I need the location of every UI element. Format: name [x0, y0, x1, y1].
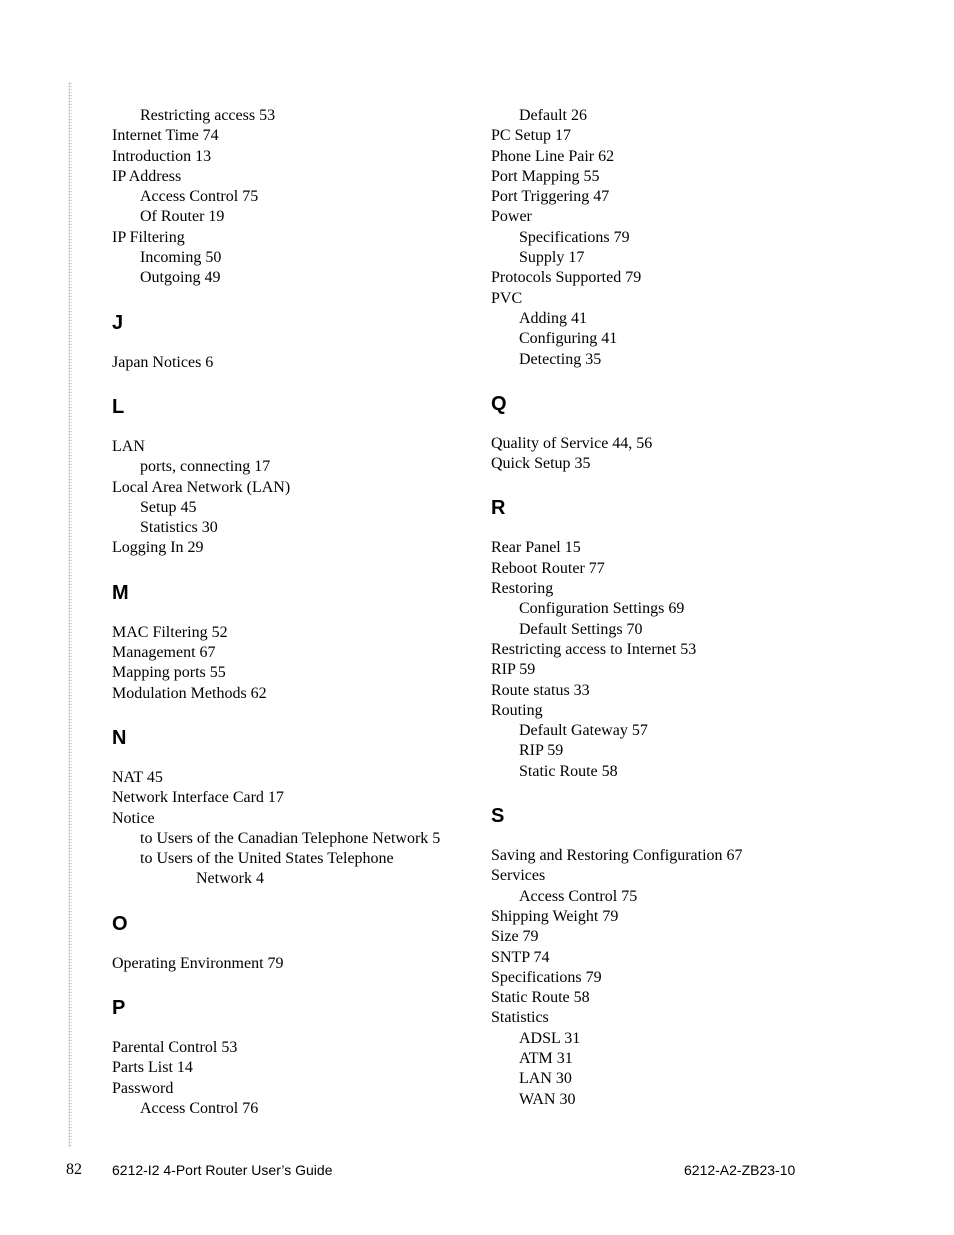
index-entry: RIP 59 [491, 661, 536, 679]
index-subentry: Setup 45 [140, 498, 197, 516]
index-entry: NAT 45 [112, 768, 163, 786]
index-subentry: to Users of the United States Telephone [140, 850, 394, 868]
index-letter-heading: N [112, 726, 127, 749]
index-subentry: Configuring 41 [519, 330, 618, 348]
index-entry: Phone Line Pair 62 [491, 147, 615, 165]
index-subentry: Default 26 [519, 107, 587, 124]
index-entry: IP Filtering [112, 228, 185, 246]
index-letter-heading: L [112, 395, 125, 418]
index-entry: IP Address [112, 167, 182, 185]
index-entry: Notice [112, 809, 155, 827]
index-entry: Shipping Weight 79 [491, 907, 619, 925]
index-entry: Restoring [491, 580, 554, 598]
index-entry: Internet Time 74 [112, 127, 219, 145]
index-entry: Introduction 13 [112, 147, 212, 165]
index-entry: Restricting access to Internet 53 [491, 640, 697, 658]
index-entry: Protocols Supported 79 [491, 269, 642, 287]
index-letter-heading: R [491, 497, 506, 520]
index-subentry: ATM 31 [519, 1049, 573, 1067]
footer-document-code: 6212-A2-ZB23-10 [684, 1162, 796, 1178]
index-entry: Operating Environment 79 [112, 954, 284, 972]
index-column-left [112, 106, 482, 1119]
index-entry: Specifications 79 [491, 968, 602, 986]
index-subentry: Supply 17 [519, 249, 585, 267]
index-subentry: Static Route 58 [519, 762, 618, 780]
index-entry: Password [112, 1079, 174, 1097]
index-entry: Services [491, 867, 546, 885]
index-subentry: Default Settings 70 [519, 620, 643, 638]
index-subentry: to Users of the Canadian Telephone Network 5 [140, 829, 441, 847]
index-letter-heading: J [112, 311, 124, 334]
index-entry: Port Mapping 55 [491, 167, 600, 185]
footer-guide-title: 6212-I2 4-Port Router User’s Guide [112, 1162, 333, 1178]
index-subentry: Specifications 79 [519, 228, 630, 246]
index-entry: Parental Control 53 [112, 1039, 238, 1057]
index-entry: Parts List 14 [112, 1059, 193, 1077]
index-subentry: RIP 59 [519, 742, 564, 760]
index-subentry: Access Control 75 [140, 188, 259, 206]
index-letter-heading: M [112, 581, 129, 604]
index-entry: Static Route 58 [491, 989, 590, 1007]
index-letter-heading: O [112, 912, 128, 935]
index-letter-heading: P [112, 997, 126, 1020]
index-entry: SNTP 74 [491, 948, 550, 966]
index-subentry: Outgoing 49 [140, 269, 221, 287]
index-subentry: Restricting access 53 [140, 107, 276, 124]
index-subentry: WAN 30 [519, 1090, 576, 1108]
index-entry: Power [491, 208, 532, 226]
index-subentry: ADSL 31 [519, 1029, 581, 1047]
index-entry: MAC Filtering 52 [112, 623, 228, 641]
index-entry: Japan Notices 6 [112, 353, 214, 371]
index-subentry: Detecting 35 [519, 350, 602, 368]
index-subentry: Adding 41 [519, 309, 587, 327]
index-subentry: Statistics 30 [140, 519, 218, 537]
index-letter-heading: Q [491, 392, 507, 415]
index-entry: Statistics [491, 1009, 549, 1027]
index-entry: Route status 33 [491, 681, 590, 699]
index-entry: PVC [491, 289, 523, 307]
index-column-right [491, 106, 871, 1110]
index-subentry: Access Control 75 [519, 887, 638, 905]
index-entry: Modulation Methods 62 [112, 684, 267, 702]
index-entry: Port Triggering 47 [491, 188, 610, 206]
index-subentry: Incoming 50 [140, 249, 222, 267]
index-subentry: LAN 30 [519, 1070, 572, 1088]
index-entry: Saving and Restoring Configuration 67 [491, 847, 743, 865]
index-subentry: Default Gateway 57 [519, 722, 648, 740]
index-entry: Local Area Network (LAN) [112, 478, 291, 496]
index-entry: Management 67 [112, 644, 216, 662]
index-entry: Quality of Service 44, 56 [491, 434, 653, 452]
index-subentry: Configuration Settings 69 [519, 600, 685, 618]
index-entry: PC Setup 17 [491, 127, 572, 145]
index-entry: Routing [491, 701, 543, 719]
margin-dotted-rule [68, 82, 72, 1147]
index-letter-heading: S [491, 805, 505, 828]
index-subentry: Access Control 76 [140, 1099, 259, 1117]
page-number: 82 [66, 1161, 82, 1178]
index-entry: Quick Setup 35 [491, 455, 591, 473]
index-subentry: ports, connecting 17 [140, 458, 271, 476]
index-entry: Logging In 29 [112, 539, 204, 557]
index-entry: Rear Panel 15 [491, 539, 581, 557]
index-entry: Mapping ports 55 [112, 664, 226, 682]
index-entry: LAN [112, 437, 145, 455]
index-subentry: Of Router 19 [140, 208, 225, 226]
index-subentry: Network 4 [196, 870, 264, 888]
index-entry: Reboot Router 77 [491, 559, 605, 577]
index-entry: Network Interface Card 17 [112, 789, 284, 807]
index-entry: Size 79 [491, 928, 539, 946]
